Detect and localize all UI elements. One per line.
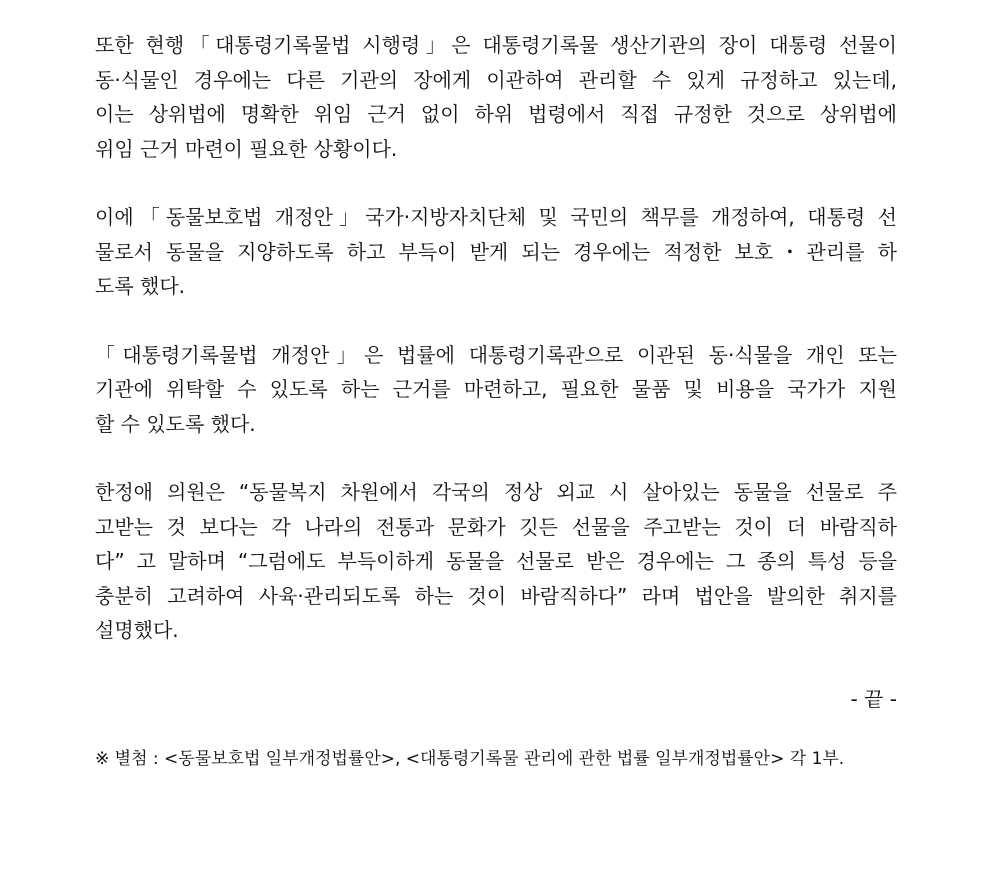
text-line: 할 수 있도록 했다.: [95, 411, 256, 436]
text-line: 위임 근거 마련이 필요한 상황이다.: [95, 136, 398, 161]
paragraph-enforcement-decree: [95, 28, 897, 166]
text-line: 또한 현행「대통령기록물법 시행령」은 대통령기록물 생산기관의 장이 대통령 선물이: [95, 33, 897, 57]
text-line: 충분히 고려하여 사육·관리되도록 하는 것이 바람직하다” 라며 법안을 발의한 취지를: [95, 583, 897, 608]
paragraph-presidential-records-act: [95, 338, 897, 442]
paragraph-lawmaker-quote: [95, 475, 897, 648]
attachment-note: ※ 별첨 : <동물보호법 일부개정법률안>, <대통령기록물 관리에 관한 법률 일부개정법률안> 각 1부.: [95, 748, 845, 769]
text-line: 「대통령기록물법 개정안」은 법률에 대통령기록관으로 이관된 동·식물을 개인 또는: [95, 342, 897, 367]
text-line: 다” 고 말하며 “그럼에도 부득이하게 동물을 선물로 받은 경우에는 그 종의 특성 등을: [95, 549, 897, 573]
text-line: 물로서 동물을 지양하도록 하고 부득이 받게 되는 경우에는 적정한 보호・관리를 하: [95, 239, 897, 264]
text-line: 이는 상위법에 명확한 위임 근거 없이 하위 법령에서 직접 규정한 것으로 상위법에: [95, 102, 897, 126]
text-line: 설명했다.: [95, 618, 179, 642]
text-line: 이에「동물보호법 개정안」국가·지방자치단체 및 국민의 책무를 개정하여, 대통령 선: [95, 205, 897, 229]
text-line: 동·식물인 경우에는 다른 기관의 장에게 이관하여 관리할 수 있게 규정하고 있는데,: [95, 67, 897, 92]
press-release-body: [95, 28, 897, 774]
paragraph-animal-protection-act: [95, 200, 897, 304]
text-line: 도록 했다.: [95, 274, 185, 298]
text-line: 고받는 것 보다는 각 나라의 전통과 문화가 깃든 선물을 주고받는 것이 더 바람직하: [95, 514, 897, 539]
text-line: 한정애 의원은 “동물복지 차원에서 각국의 정상 외교 시 살아있는 동물을 선물로 주: [95, 480, 897, 504]
text-line: 기관에 위탁할 수 있도록 하는 근거를 마련하고, 필요한 물품 및 비용을 국가가 지원: [95, 377, 897, 401]
end-mark: - 끝 -: [850, 686, 897, 711]
